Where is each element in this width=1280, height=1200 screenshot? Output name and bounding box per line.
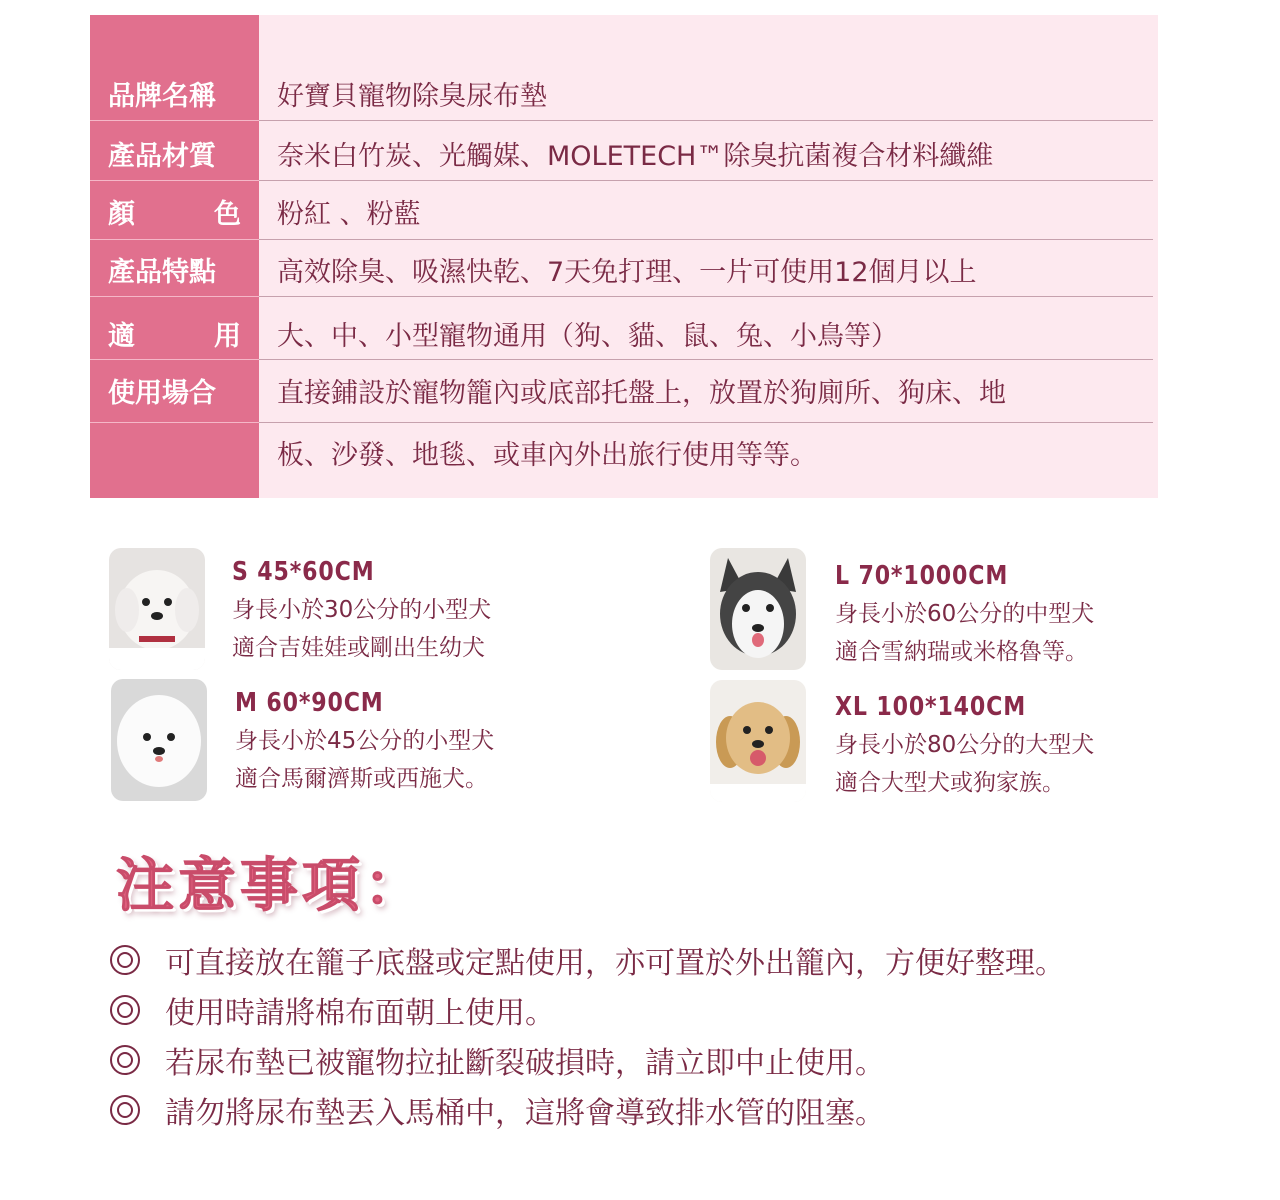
spec-value: 奈米白竹炭、光觸媒、MOLETECH™除臭抗菌複合材料纖維: [277, 140, 994, 172]
row-divider: [90, 180, 259, 181]
spec-value: 板、沙發、地毯、或車內外出旅行使用等等。: [277, 439, 817, 471]
spec-row-usage-cont: [90, 425, 1158, 479]
dog-photo-husky: [710, 548, 806, 670]
list-item: [110, 1085, 1065, 1135]
spec-label: [90, 425, 259, 479]
row-divider: [90, 120, 259, 121]
spec-label-char: 適: [108, 320, 135, 352]
list-item: [110, 1035, 1065, 1085]
size-title: L 70*1000CM: [835, 561, 1009, 591]
row-divider: [259, 359, 1153, 360]
spec-label: 使用場合: [108, 377, 216, 409]
size-desc: 適合吉娃娃或剛出生幼犬: [232, 635, 485, 661]
spec-row-suitable: [90, 305, 1158, 361]
row-divider: [90, 296, 259, 297]
size-info-xl: [835, 692, 1094, 802]
note-text: 若尿布墊已被寵物拉扯斷裂破損時，請立即中止使用。: [165, 1046, 885, 1081]
size-desc: 身長小於30公分的小型犬: [232, 597, 492, 623]
row-divider: [259, 296, 1153, 297]
row-divider: [90, 359, 259, 360]
spec-row-brand: [90, 67, 1158, 119]
notes-list: [110, 935, 1065, 1135]
size-title: S 45*60CM: [232, 557, 375, 587]
dog-photo-small: [109, 548, 205, 670]
note-text: 可直接放在籠子底盤或定點使用，亦可置於外出籠內，方便好整理。: [165, 946, 1065, 981]
spec-row-usage: [90, 363, 1158, 417]
double-circle-icon: [110, 945, 140, 975]
notes-title: 注意事項：: [116, 851, 427, 919]
size-desc: 身長小於60公分的中型犬: [835, 601, 1095, 627]
spec-value: 直接鋪設於寵物籠內或底部托盤上，放置於狗廁所、狗床、地: [277, 377, 1006, 409]
spec-value: 粉紅 、粉藍: [277, 198, 421, 230]
spec-value: 大、中、小型寵物通用（狗、貓、鼠、兔、小鳥等）: [277, 320, 898, 352]
note-text: 使用時請將棉布面朝上使用。: [165, 996, 555, 1031]
spec-label: [90, 305, 259, 361]
spec-label: 產品特點: [108, 256, 216, 288]
row-divider: [259, 120, 1153, 121]
row-divider: [259, 180, 1153, 181]
row-divider: [90, 422, 259, 423]
list-item: [110, 985, 1065, 1035]
double-circle-icon: [110, 1045, 140, 1075]
size-title: M 60*90CM: [235, 688, 384, 718]
size-info-l: [835, 561, 1094, 671]
list-item: [110, 935, 1065, 985]
spec-label: 品牌名稱: [108, 80, 216, 112]
spec-label-char: 顏: [108, 198, 135, 230]
size-desc: 身長小於80公分的大型犬: [835, 732, 1095, 758]
spec-row-features: [90, 241, 1158, 297]
double-circle-icon: [110, 995, 140, 1025]
row-divider: [90, 239, 259, 240]
row-divider: [259, 422, 1153, 423]
spec-row-color: [90, 183, 1158, 239]
spec-value: 好寶貝寵物除臭尿布墊: [277, 80, 547, 112]
spec-value: 高效除臭、吸濕快乾、7天免打理、一片可使用12個月以上: [277, 256, 977, 288]
spec-table: [90, 15, 1158, 498]
size-info-s: [232, 557, 491, 667]
spec-label: 產品材質: [108, 140, 216, 172]
dog-photo-maltese: [111, 679, 207, 801]
size-desc: 適合大型犬或狗家族。: [835, 770, 1065, 796]
size-desc: 適合雪納瑞或米格魯等。: [835, 639, 1088, 665]
size-info-m: [235, 688, 494, 798]
row-divider: [259, 239, 1153, 240]
spec-label-char: 色: [214, 198, 241, 230]
spec-label-char: 用: [214, 320, 241, 352]
spec-row-material: [90, 125, 1158, 181]
size-title: XL 100*140CM: [835, 692, 1027, 722]
spec-label: [90, 183, 259, 239]
double-circle-icon: [110, 1095, 140, 1125]
note-text: 請勿將尿布墊丟入馬桶中，這將會導致排水管的阻塞。: [165, 1096, 885, 1131]
size-desc: 適合馬爾濟斯或西施犬。: [235, 766, 488, 792]
dog-photo-golden-retriever: [710, 680, 806, 802]
size-desc: 身長小於45公分的小型犬: [235, 728, 495, 754]
